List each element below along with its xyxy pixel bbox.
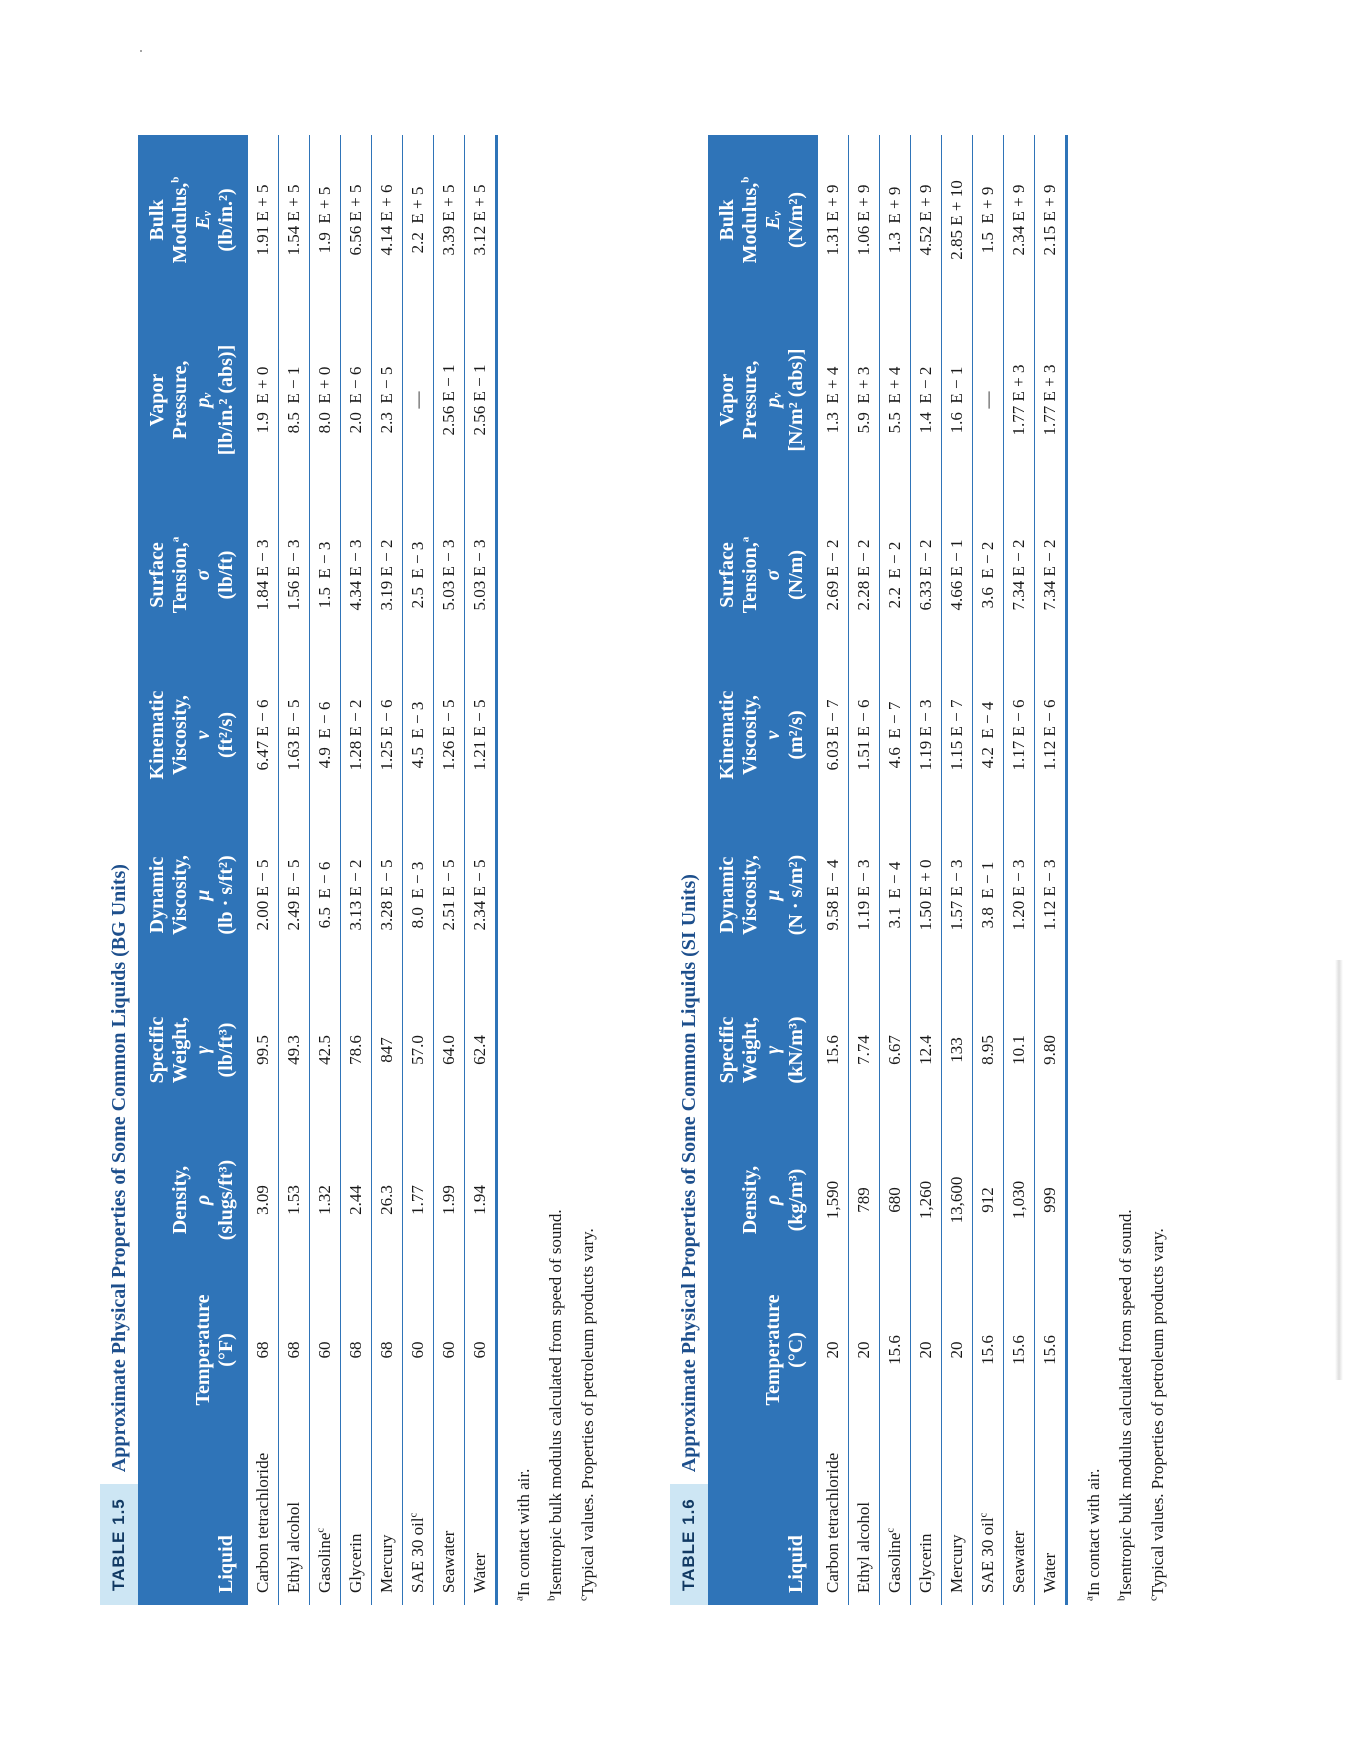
cell-surface-tension: 1.56 E − 3 <box>279 495 310 655</box>
col-dynamic-viscosity: Dynamic Viscosity, μ (N · s/m²) <box>708 815 818 975</box>
liquid-name: Carbon tetrachloride <box>253 1452 272 1593</box>
cell-bulk-modulus: 2.15 E + 9 <box>1035 135 1067 305</box>
cell-dynamic-viscosity: 3.13 E − 2 <box>341 815 372 975</box>
cell-density: 1.32 <box>310 1125 341 1275</box>
liquid-name: Mercury <box>947 1534 966 1593</box>
cell-density: 26.3 <box>372 1125 403 1275</box>
cell-specific-weight: 49.3 <box>279 975 310 1125</box>
cell-kinematic-viscosity: 1.21 E − 5 <box>465 655 497 815</box>
cell-surface-tension: 5.03 E − 3 <box>434 495 465 655</box>
liquid-name: Glycerin <box>346 1533 365 1593</box>
cell-temperature: 20 <box>911 1275 942 1425</box>
cell-liquid <box>942 1425 973 1605</box>
cell-liquid <box>1004 1425 1035 1605</box>
cell-dynamic-viscosity: 2.34 E − 5 <box>465 815 497 975</box>
footnote <box>1110 125 1142 1601</box>
table-row <box>310 135 341 1605</box>
cell-liquid <box>403 1425 434 1605</box>
cell-liquid <box>849 1425 880 1605</box>
table-1-5-rotated <box>100 125 620 1605</box>
cell-specific-weight: 15.6 <box>818 975 849 1125</box>
cell-surface-tension: 7.34 E − 2 <box>1035 495 1067 655</box>
cell-liquid <box>1035 1425 1067 1605</box>
footnote <box>540 125 572 1601</box>
cell-dynamic-viscosity: 6.5 E − 6 <box>310 815 341 975</box>
cell-bulk-modulus: 3.12 E + 5 <box>465 135 497 305</box>
table-row <box>279 135 310 1605</box>
cell-dynamic-viscosity: 1.20 E − 3 <box>1004 815 1035 975</box>
cell-dynamic-viscosity: 9.58 E − 4 <box>818 815 849 975</box>
cell-vapor-pressure: 2.56 E − 1 <box>434 305 465 495</box>
liquid-name: Mercury <box>377 1534 396 1593</box>
footnote-mark: c <box>407 1512 420 1518</box>
cell-density: 1.77 <box>403 1125 434 1275</box>
cell-surface-tension: 3.19 E − 2 <box>372 495 403 655</box>
cell-specific-weight: 7.74 <box>849 975 880 1125</box>
cell-specific-weight: 10.1 <box>1004 975 1035 1125</box>
col-kinematic-viscosity: Kinematic Viscosity, ν (m²/s) <box>708 655 818 815</box>
cell-specific-weight: 8.95 <box>973 975 1004 1125</box>
cell-vapor-pressure: — <box>403 305 434 495</box>
col-specific-weight: Specific Weight, γ (kN/m³) <box>708 975 818 1125</box>
cell-vapor-pressure: 8.5 E − 1 <box>279 305 310 495</box>
cell-bulk-modulus: 1.5 E + 9 <box>973 135 1004 305</box>
cell-density: 1.53 <box>279 1125 310 1275</box>
cell-liquid <box>372 1425 403 1605</box>
footnote <box>572 125 604 1601</box>
cell-kinematic-viscosity: 6.03 E − 7 <box>818 655 849 815</box>
cell-vapor-pressure: 1.6 E − 1 <box>942 305 973 495</box>
liquid-name: Gasoline <box>315 1532 334 1593</box>
col-bulk-modulus: Bulk Modulus,$^b$ Eᵥ (N/m²) <box>708 135 818 305</box>
cell-surface-tension: 1.84 E − 3 <box>248 495 279 655</box>
col-liquid: Liquid <box>138 1425 248 1605</box>
cell-temperature: 15.6 <box>1004 1275 1035 1425</box>
col-liquid: Liquid <box>708 1425 818 1605</box>
footnote-text: Typical values. Properties of petroleum products vary. <box>1148 1228 1167 1597</box>
footnote-mark: c <box>314 1527 327 1533</box>
cell-specific-weight: 62.4 <box>465 975 497 1125</box>
cell-density: 2.44 <box>341 1125 372 1275</box>
col-temperature: Temperature (°C) <box>708 1275 818 1425</box>
liquid-name: Carbon tetrachloride <box>823 1452 842 1593</box>
cell-kinematic-viscosity: 1.25 E − 6 <box>372 655 403 815</box>
table-row <box>911 135 942 1605</box>
cell-specific-weight: 64.0 <box>434 975 465 1125</box>
cell-surface-tension: 2.69 E − 2 <box>818 495 849 655</box>
table-row <box>849 135 880 1605</box>
col-vapor-pressure: Vapor Pressure, pᵥ [lb/in.² (abs)] <box>138 305 248 495</box>
liquid-name: Ethyl alcohol <box>854 1501 873 1593</box>
cell-vapor-pressure: 8.0 E + 0 <box>310 305 341 495</box>
table-row <box>973 135 1004 1605</box>
table-row <box>1035 135 1067 1605</box>
cell-dynamic-viscosity: 3.8 E − 1 <box>973 815 1004 975</box>
cell-dynamic-viscosity: 1.57 E − 3 <box>942 815 973 975</box>
liquid-name: SAE 30 oil <box>408 1517 427 1593</box>
cell-dynamic-viscosity: 3.1 E − 4 <box>880 815 911 975</box>
cell-temperature: 15.6 <box>1035 1275 1067 1425</box>
table-caption: Approximate Physical Properties of Some Common Liquids (BG Units) <box>107 864 130 1473</box>
cell-liquid <box>911 1425 942 1605</box>
table-tag: TABLE 1.5 <box>100 1484 138 1605</box>
cell-density: 1.94 <box>465 1125 497 1275</box>
table-tag: TABLE 1.6 <box>670 1484 708 1605</box>
cell-density: 789 <box>849 1125 880 1275</box>
cell-kinematic-viscosity: 1.51 E − 6 <box>849 655 880 815</box>
cell-specific-weight: 42.5 <box>310 975 341 1125</box>
table-body <box>248 135 497 1605</box>
liquid-name: Water <box>1040 1552 1059 1593</box>
cell-specific-weight: 99.5 <box>248 975 279 1125</box>
cell-density: 13,600 <box>942 1125 973 1275</box>
cell-surface-tension: 4.34 E − 3 <box>341 495 372 655</box>
cell-bulk-modulus: 1.54 E + 5 <box>279 135 310 305</box>
col-specific-weight: Specific Weight, γ (lb/ft³) <box>138 975 248 1125</box>
col-vapor-pressure: Vapor Pressure, pᵥ [N/m² (abs)] <box>708 305 818 495</box>
cell-temperature: 15.6 <box>973 1275 1004 1425</box>
cell-temperature: 68 <box>372 1275 403 1425</box>
cell-surface-tension: 5.03 E − 3 <box>465 495 497 655</box>
table-title <box>100 125 138 1605</box>
cell-dynamic-viscosity: 1.50 E + 0 <box>911 815 942 975</box>
liquid-name: Seawater <box>439 1530 458 1593</box>
cell-liquid <box>279 1425 310 1605</box>
cell-bulk-modulus: 6.56 E + 5 <box>341 135 372 305</box>
cell-density: 912 <box>973 1125 1004 1275</box>
cell-kinematic-viscosity: 4.5 E − 3 <box>403 655 434 815</box>
footnote-mark: c <box>577 1596 590 1601</box>
table-row <box>880 135 911 1605</box>
cell-temperature: 20 <box>818 1275 849 1425</box>
footnote <box>1078 125 1110 1601</box>
cell-vapor-pressure: 5.9 E + 3 <box>849 305 880 495</box>
cell-vapor-pressure: 1.9 E + 0 <box>248 305 279 495</box>
table-row <box>341 135 372 1605</box>
cell-dynamic-viscosity: 1.12 E − 3 <box>1035 815 1067 975</box>
cell-bulk-modulus: 3.39 E + 5 <box>434 135 465 305</box>
properties-table-bg <box>138 135 498 1605</box>
cell-kinematic-viscosity: 1.19 E − 3 <box>911 655 942 815</box>
cell-bulk-modulus: 4.52 E + 9 <box>911 135 942 305</box>
table-row <box>434 135 465 1605</box>
cell-kinematic-viscosity: 4.6 E − 7 <box>880 655 911 815</box>
footnote-text: Isentropic bulk modulus calculated from speed of sound. <box>546 1209 565 1596</box>
cell-vapor-pressure: 1.3 E + 4 <box>818 305 849 495</box>
col-surface-tension: Surface Tension,$^a$ σ (lb/ft) <box>138 495 248 655</box>
cell-liquid <box>973 1425 1004 1605</box>
cell-dynamic-viscosity: 2.51 E − 5 <box>434 815 465 975</box>
cell-kinematic-viscosity: 6.47 E − 6 <box>248 655 279 815</box>
cell-liquid <box>465 1425 497 1605</box>
cell-specific-weight: 12.4 <box>911 975 942 1125</box>
cell-vapor-pressure: 2.0 E − 6 <box>341 305 372 495</box>
cell-liquid <box>880 1425 911 1605</box>
cell-liquid <box>248 1425 279 1605</box>
cell-dynamic-viscosity: 3.28 E − 5 <box>372 815 403 975</box>
cell-temperature: 60 <box>403 1275 434 1425</box>
cell-temperature: 20 <box>942 1275 973 1425</box>
cell-bulk-modulus: 1.91 E + 5 <box>248 135 279 305</box>
cell-surface-tension: 6.33 E − 2 <box>911 495 942 655</box>
header-row <box>708 135 818 1605</box>
cell-vapor-pressure: 1.77 E + 3 <box>1004 305 1035 495</box>
cell-bulk-modulus: 1.9 E + 5 <box>310 135 341 305</box>
speck <box>140 50 142 52</box>
footnote-text: In contact with air. <box>1084 1468 1103 1597</box>
cell-kinematic-viscosity: 1.17 E − 6 <box>1004 655 1035 815</box>
liquid-name: Ethyl alcohol <box>284 1501 303 1593</box>
cell-kinematic-viscosity: 1.15 E − 7 <box>942 655 973 815</box>
cell-density: 999 <box>1035 1125 1067 1275</box>
liquid-name: Seawater <box>1009 1530 1028 1593</box>
cell-vapor-pressure: 1.77 E + 3 <box>1035 305 1067 495</box>
cell-kinematic-viscosity: 1.12 E − 6 <box>1035 655 1067 815</box>
cell-density: 3.09 <box>248 1125 279 1275</box>
col-temperature: Temperature (°F) <box>138 1275 248 1425</box>
cell-dynamic-viscosity: 2.00 E − 5 <box>248 815 279 975</box>
table-row <box>1004 135 1035 1605</box>
cell-surface-tension: 2.2 E − 2 <box>880 495 911 655</box>
cell-kinematic-viscosity: 1.26 E − 5 <box>434 655 465 815</box>
table-row <box>465 135 497 1605</box>
cell-specific-weight: 78.6 <box>341 975 372 1125</box>
cell-specific-weight: 133 <box>942 975 973 1125</box>
footnote-mark: a <box>1083 1596 1096 1601</box>
cell-density: 680 <box>880 1125 911 1275</box>
cell-temperature: 20 <box>849 1275 880 1425</box>
cell-temperature: 60 <box>465 1275 497 1425</box>
cell-surface-tension: 4.66 E − 1 <box>942 495 973 655</box>
col-density: Density, ρ (kg/m³) <box>708 1125 818 1275</box>
cell-specific-weight: 9.80 <box>1035 975 1067 1125</box>
table-footnotes <box>508 125 604 1605</box>
cell-density: 1.99 <box>434 1125 465 1275</box>
table-row <box>372 135 403 1605</box>
cell-dynamic-viscosity: 2.49 E − 5 <box>279 815 310 975</box>
table-caption: Approximate Physical Properties of Some Common Liquids (SI Units) <box>677 874 700 1473</box>
cell-temperature: 68 <box>341 1275 372 1425</box>
cell-vapor-pressure: 1.4 E − 2 <box>911 305 942 495</box>
cell-temperature: 15.6 <box>880 1275 911 1425</box>
footnote <box>508 125 540 1601</box>
footnote-text: Isentropic bulk modulus calculated from speed of sound. <box>1116 1209 1135 1596</box>
footnote-mark: b <box>545 1595 558 1601</box>
cell-surface-tension: 2.5 E − 3 <box>403 495 434 655</box>
cell-bulk-modulus: 1.06 E + 9 <box>849 135 880 305</box>
cell-bulk-modulus: 1.3 E + 9 <box>880 135 911 305</box>
cell-vapor-pressure: 5.5 E + 4 <box>880 305 911 495</box>
cell-surface-tension: 7.34 E − 2 <box>1004 495 1035 655</box>
cell-specific-weight: 57.0 <box>403 975 434 1125</box>
footnote-mark: a <box>513 1596 526 1601</box>
cell-density: 1,590 <box>818 1125 849 1275</box>
footnote-mark: c <box>1147 1596 1160 1601</box>
cell-kinematic-viscosity: 1.28 E − 2 <box>341 655 372 815</box>
cell-bulk-modulus: 2.85 E + 10 <box>942 135 973 305</box>
cell-kinematic-viscosity: 4.2 E − 4 <box>973 655 1004 815</box>
footnote-mark: b <box>1115 1595 1128 1601</box>
table-1-6-rotated <box>670 125 1167 1605</box>
cell-vapor-pressure: — <box>973 305 1004 495</box>
footnote-mark: c <box>977 1512 990 1518</box>
cell-liquid <box>341 1425 372 1605</box>
cell-bulk-modulus: 1.31 E + 9 <box>818 135 849 305</box>
table-footnotes <box>1078 125 1174 1605</box>
table-row <box>818 135 849 1605</box>
col-dynamic-viscosity: Dynamic Viscosity, μ (lb · s/ft²) <box>138 815 248 975</box>
footnote-text: In contact with air. <box>514 1468 533 1597</box>
table-title <box>670 125 708 1605</box>
liquid-name: Gasoline <box>885 1532 904 1593</box>
cell-vapor-pressure: 2.56 E − 1 <box>465 305 497 495</box>
cell-liquid <box>310 1425 341 1605</box>
table-row <box>403 135 434 1605</box>
table-row <box>248 135 279 1605</box>
cell-kinematic-viscosity: 4.9 E − 6 <box>310 655 341 815</box>
cell-temperature: 60 <box>434 1275 465 1425</box>
col-bulk-modulus: Bulk Modulus,$^b$ Eᵥ (lb/in.²) <box>138 135 248 305</box>
cell-temperature: 60 <box>310 1275 341 1425</box>
cell-bulk-modulus: 2.2 E + 5 <box>403 135 434 305</box>
table-body <box>818 135 1067 1605</box>
footnote-text: Typical values. Properties of petroleum products vary. <box>578 1228 597 1597</box>
cell-bulk-modulus: 2.34 E + 9 <box>1004 135 1035 305</box>
cell-density: 1,260 <box>911 1125 942 1275</box>
col-kinematic-viscosity: Kinematic Viscosity, ν (ft²/s) <box>138 655 248 815</box>
cell-density: 1,030 <box>1004 1125 1035 1275</box>
cell-surface-tension: 1.5 E − 3 <box>310 495 341 655</box>
cell-liquid <box>434 1425 465 1605</box>
cell-kinematic-viscosity: 1.63 E − 5 <box>279 655 310 815</box>
cell-surface-tension: 2.28 E − 2 <box>849 495 880 655</box>
cell-bulk-modulus: 4.14 E + 6 <box>372 135 403 305</box>
footnote <box>1142 125 1174 1601</box>
cell-dynamic-viscosity: 1.19 E − 3 <box>849 815 880 975</box>
col-density: Density, ρ (slugs/ft³) <box>138 1125 248 1275</box>
cell-surface-tension: 3.6 E − 2 <box>973 495 1004 655</box>
liquid-name: Water <box>470 1552 489 1593</box>
cell-specific-weight: 847 <box>372 975 403 1125</box>
col-surface-tension: Surface Tension,$^a$ σ (N/m) <box>708 495 818 655</box>
scan-artifact <box>1335 960 1343 1380</box>
cell-liquid <box>818 1425 849 1605</box>
properties-table-si <box>708 135 1068 1605</box>
cell-vapor-pressure: 2.3 E − 5 <box>372 305 403 495</box>
liquid-name: SAE 30 oil <box>978 1517 997 1593</box>
cell-temperature: 68 <box>279 1275 310 1425</box>
cell-temperature: 68 <box>248 1275 279 1425</box>
cell-dynamic-viscosity: 8.0 E − 3 <box>403 815 434 975</box>
table-row <box>942 135 973 1605</box>
cell-specific-weight: 6.67 <box>880 975 911 1125</box>
liquid-name: Glycerin <box>916 1533 935 1593</box>
header-row <box>138 135 248 1605</box>
footnote-mark: c <box>884 1527 897 1533</box>
